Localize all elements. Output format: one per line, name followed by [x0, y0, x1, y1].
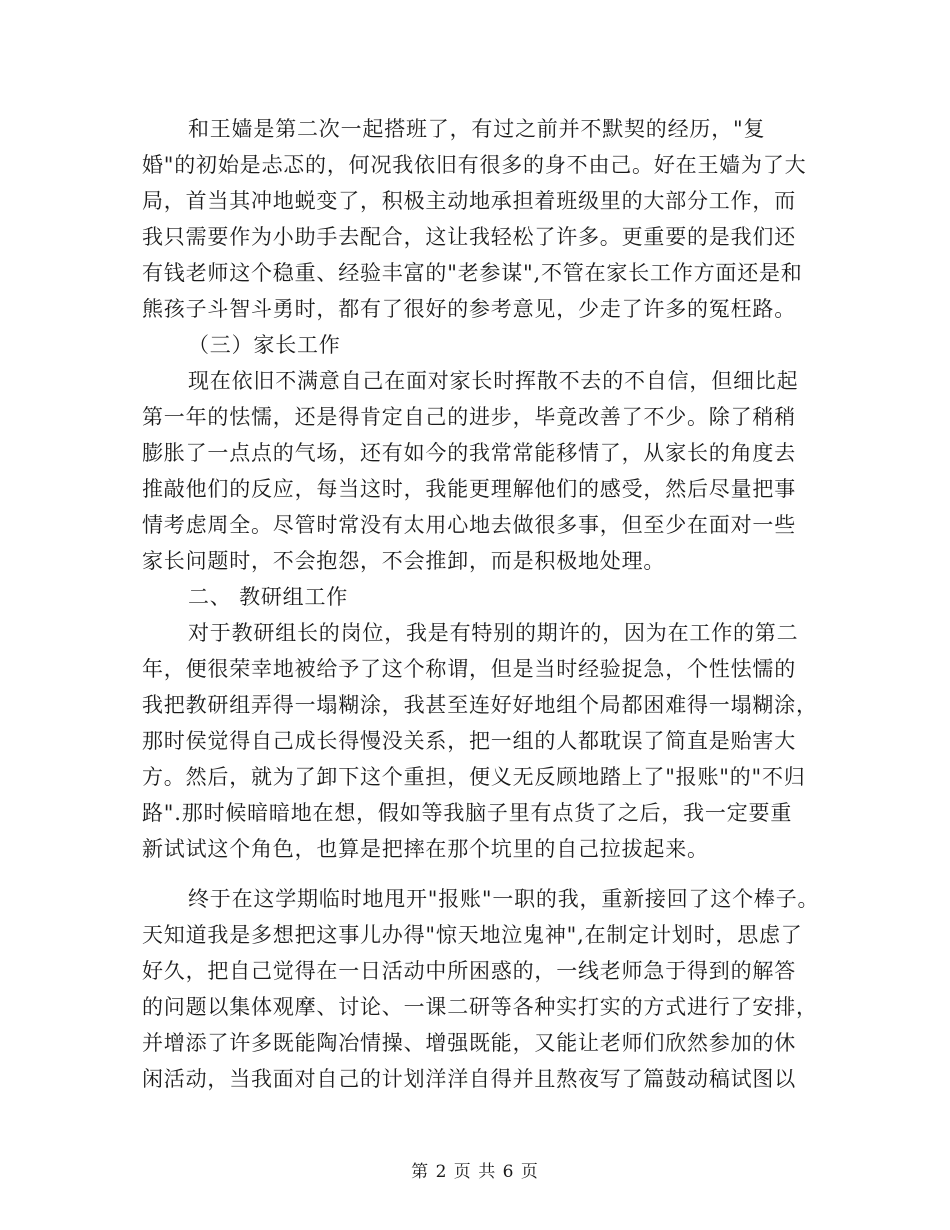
text-line: 我只需要作为小助手去配合，这让我轻松了许多。更重要的是我们还 [142, 225, 796, 249]
text-line: 婚"的初始是忐忑的，何况我依旧有很多的身不由己。好在王嫱为了大 [142, 153, 807, 177]
text-line: 终于在这学期临时地甩开"报账"一职的我，重新接回了这个棒子。 [188, 887, 820, 911]
text-line: 路".那时候暗暗地在想，假如等我脑子里有点货了之后，我一定要重 [142, 801, 793, 825]
text-line: 有钱老师这个稳重、经验丰富的"老参谋",不管在家长工作方面还是和 [142, 261, 803, 285]
text-line: 熊孩子斗智斗勇时，都有了很好的参考意见，少走了许多的冤枉路。 [142, 297, 796, 321]
text-line: 好久，把自己觉得在一日活动中所困惑的，一线老师急于得到的解答 [142, 959, 796, 983]
text-line: 天知道我是多想把这事儿办得"惊天地泣鬼神",在制定计划时，思虑了 [142, 923, 803, 947]
section-heading: 二、 教研组工作 [188, 585, 349, 609]
text-line: 我把教研组弄得一塌糊涂，我甚至连好好地组个局都困难得一塌糊涂， [142, 693, 818, 717]
text-line: 家长问题时，不会抱怨，不会推卸，而是积极地处理。 [142, 549, 666, 573]
text-line: 局，首当其冲地蜕变了，积极主动地承担着班级里的大部分工作，而 [142, 189, 796, 213]
text-line: 新试试这个角色，也算是把摔在那个坑里的自己拉拔起来。 [142, 837, 709, 861]
text-line: 情考虑周全。尽管时常没有太用心地去做很多事，但至少在面对一些 [142, 513, 796, 537]
text-line: 年，便很荣幸地被给予了这个称谓，但是当时经验捉急，个性怯懦的 [142, 657, 796, 681]
text-line: 那时侯觉得自己成长得慢没关系，把一组的人都耽误了简直是贻害大 [142, 729, 796, 753]
text-line: 现在依旧不满意自己在面对家长时挥散不去的不自信，但细比起 [188, 369, 799, 393]
text-line: 的问题以集体观摩、讨论、一课二研等各种实打实的方式进行了安排， [142, 995, 818, 1019]
text-line: 推敲他们的反应，每当这时，我能更理解他们的感受，然后尽量把事 [142, 477, 796, 501]
text-line: 并增添了许多既能陶冶情操、增强既能，又能让老师们欣然参加的休 [142, 1031, 796, 1055]
section-heading: （三）家长工作 [188, 333, 341, 357]
text-line: 第一年的怯懦，还是得肯定自己的进步，毕竟改善了不少。除了稍稍 [142, 405, 796, 429]
text-line: 方。然后，就为了卸下这个重担，便义无反顾地踏上了"报账"的"不归 [142, 765, 806, 789]
text-line: 膨胀了一点点的气场，还有如今的我常常能移情了，从家长的角度去 [142, 441, 796, 465]
text-line: 闲活动，当我面对自己的计划洋洋自得并且熬夜写了篇鼓动稿试图以 [142, 1067, 796, 1091]
text-line: 对于教研组长的岗位，我是有特别的期许的，因为在工作的第二 [188, 621, 799, 645]
page-number-footer: 第 2 页 共 6 页 [411, 1162, 539, 1182]
text-line: 和王嫱是第二次一起搭班了，有过之前并不默契的经历，"复 [188, 117, 766, 141]
